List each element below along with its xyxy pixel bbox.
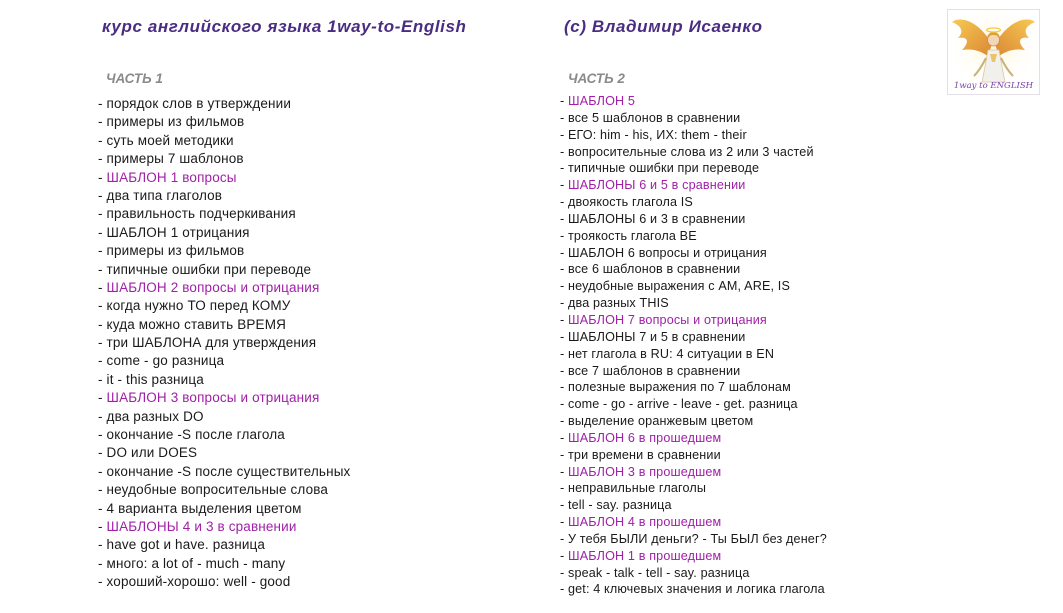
dash-bullet: -: [560, 296, 568, 311]
dash-bullet: -: [98, 555, 107, 571]
dash-bullet: -: [98, 482, 107, 498]
topic-item: [98, 463, 350, 481]
topic-text: все 7 шаблонов в сравнении: [568, 363, 741, 378]
topic-text: неудобные выражения с AM, ARE, IS: [568, 279, 790, 294]
topic-item: [560, 430, 827, 447]
logo: [947, 9, 1040, 95]
topic-text: ШАБЛОН 4 в прошедшем: [568, 515, 722, 530]
topic-item: [560, 177, 827, 194]
topic-text: полезные выражения по 7 шаблонам: [568, 380, 791, 395]
topic-text: окончание -S после глагола: [106, 427, 285, 443]
topic-text: ШАБЛОН 7 вопросы и отрицания: [568, 312, 767, 327]
topic-text: tell - say. разница: [568, 498, 672, 513]
topic-text: come - go разница: [106, 353, 225, 369]
topic-item: [560, 160, 827, 177]
topic-text: У тебя БЫЛИ деньги? - Ты БЫЛ без денег?: [568, 531, 827, 546]
dash-bullet: -: [560, 279, 568, 294]
dash-bullet: -: [560, 363, 568, 378]
topic-text: DO или DOES: [106, 445, 198, 461]
dash-bullet: -: [98, 445, 107, 461]
dash-bullet: -: [560, 531, 568, 546]
dash-bullet: -: [98, 279, 107, 295]
topic-item: [560, 581, 827, 598]
topic-text: двоякость глагола IS: [568, 195, 693, 210]
dash-bullet: -: [560, 329, 568, 344]
topic-item: [98, 518, 350, 536]
topic-item: [560, 379, 827, 396]
topic-item: [98, 444, 350, 462]
dash-bullet: -: [560, 582, 568, 597]
topic-item: [560, 312, 827, 329]
topic-text: come - go - arrive - leave - get. разница: [568, 397, 798, 412]
topic-text: много: a lot of - much - many: [106, 555, 286, 571]
topic-item: [560, 346, 827, 363]
topic-text: три времени в сравнении: [568, 447, 721, 462]
topic-item: [560, 93, 827, 110]
topic-text: примеры из фильмов: [106, 114, 245, 130]
topic-item: [560, 464, 827, 481]
topic-item: [98, 371, 350, 389]
topic-text: ШАБЛОН 6 вопросы и отрицания: [568, 245, 767, 260]
dash-bullet: -: [98, 574, 107, 590]
dash-bullet: -: [98, 114, 107, 130]
dash-bullet: -: [560, 548, 568, 563]
dash-bullet: -: [98, 224, 107, 240]
topic-item: [560, 396, 827, 413]
topic-item: [560, 514, 827, 531]
dash-bullet: -: [98, 353, 107, 369]
topic-item: [560, 245, 827, 262]
topic-text: хороший-хорошо: well - good: [106, 574, 291, 590]
topic-item: [560, 278, 827, 295]
topic-text: когда нужно ТО перед КОМУ: [106, 298, 291, 314]
dash-bullet: -: [98, 518, 107, 534]
topic-item: [98, 481, 350, 499]
topic-item: [98, 205, 350, 223]
dash-bullet: -: [560, 515, 568, 530]
dash-bullet: -: [560, 262, 568, 277]
topic-item: [560, 531, 827, 548]
topic-item: [98, 316, 350, 334]
dash-bullet: -: [98, 96, 107, 111]
topic-text: ШАБЛОН 6 в прошедшем: [568, 430, 722, 445]
dash-bullet: -: [98, 463, 107, 479]
dash-bullet: -: [560, 464, 568, 479]
topic-item: [98, 113, 350, 131]
topic-item: [560, 194, 827, 211]
dash-bullet: -: [98, 261, 107, 277]
topic-text: нет глагола в RU: 4 ситуации в EN: [568, 346, 775, 361]
topic-item: [560, 127, 827, 144]
topic-text: все 6 шаблонов в сравнении: [568, 262, 741, 277]
topic-text: окончание -S после существительных: [106, 463, 351, 479]
topic-text: вопросительные слова из 2 или 3 частей: [568, 144, 814, 159]
topic-item: [560, 144, 827, 161]
topic-item: [560, 413, 827, 430]
topic-text: ШАБЛОНЫ 6 и 5 в сравнении: [568, 178, 746, 193]
topic-text: примеры из фильмов: [106, 243, 245, 259]
topic-item: [98, 500, 350, 518]
dash-bullet: -: [560, 414, 568, 429]
topic-text: выделение оранжевым цветом: [568, 414, 754, 429]
author-credit: (с) Владимир Исаенко: [564, 17, 763, 36]
part-1-section: [98, 70, 350, 592]
dash-bullet: -: [98, 169, 107, 185]
dash-bullet: -: [560, 430, 568, 445]
dash-bullet: -: [560, 211, 568, 226]
topic-text: ШАБЛОНЫ 6 и 3 в сравнении: [568, 211, 746, 226]
dash-bullet: -: [560, 380, 568, 395]
topic-text: ШАБЛОН 3 вопросы и отрицания: [106, 390, 320, 406]
dash-bullet: -: [98, 316, 107, 332]
dash-bullet: -: [560, 481, 568, 496]
topic-text: ШАБЛОН 2 вопросы и отрицания: [106, 279, 320, 295]
topic-item: [98, 408, 350, 426]
part-1-topic-list: [98, 95, 350, 592]
topic-item: [98, 426, 350, 444]
dash-bullet: -: [560, 110, 568, 125]
dash-bullet: -: [98, 537, 107, 553]
topic-item: [560, 447, 827, 464]
topic-item: [560, 363, 827, 380]
topic-text: get: 4 ключевых значения и логика глагола: [568, 582, 825, 597]
topic-item: [98, 389, 350, 407]
topic-text: ШАБЛОН 3 в прошедшем: [568, 464, 722, 479]
topic-text: have got и have. разница: [106, 537, 266, 553]
topic-item: [560, 548, 827, 565]
part-2-section: [560, 70, 827, 598]
dash-bullet: -: [560, 498, 568, 513]
topic-item: [98, 573, 350, 591]
topic-text: два типа глаголов: [106, 187, 223, 203]
topic-item: [560, 329, 827, 346]
topic-item: [560, 295, 827, 312]
dash-bullet: -: [560, 346, 568, 361]
dash-bullet: -: [98, 206, 107, 222]
topic-text: speak - talk - tell - say. разница: [568, 565, 750, 580]
topic-text: ШАБЛОН 1 в прошедшем: [568, 548, 722, 563]
topic-item: [98, 261, 350, 279]
topic-item: [98, 169, 350, 187]
topic-text: все 5 шаблонов в сравнении: [568, 110, 741, 125]
topic-text: куда можно ставить ВРЕМЯ: [106, 316, 287, 332]
dash-bullet: -: [560, 161, 568, 176]
course-title: курс английского языка 1way-to-English: [102, 17, 467, 36]
topic-text: троякость глагола BE: [568, 228, 697, 243]
topic-item: [560, 261, 827, 278]
topic-text: ЕГО: him - his, ИХ: them - their: [568, 127, 747, 142]
topic-text: неудобные вопросительные слова: [106, 482, 329, 498]
dash-bullet: -: [560, 228, 568, 243]
dash-bullet: -: [98, 427, 107, 443]
dash-bullet: -: [98, 408, 107, 424]
dash-bullet: -: [98, 151, 107, 167]
topic-item: [560, 228, 827, 245]
topic-text: два разных DO: [106, 408, 204, 424]
topic-text: три ШАБЛОНА для утверждения: [106, 335, 317, 351]
topic-item: [560, 110, 827, 127]
topic-text: it - this разница: [106, 371, 204, 387]
dash-bullet: -: [98, 243, 107, 259]
topic-text: ШАБЛОНЫ 7 и 5 в сравнении: [568, 329, 746, 344]
dash-bullet: -: [98, 335, 107, 351]
dash-bullet: -: [98, 298, 107, 314]
topic-text: типичные ошибки при переводе: [106, 261, 312, 277]
topic-item: [98, 279, 350, 297]
topic-item: [98, 352, 350, 370]
topic-item: [98, 297, 350, 315]
dash-bullet: -: [560, 245, 568, 260]
dash-bullet: -: [98, 371, 107, 387]
topic-text: суть моей методики: [106, 132, 234, 148]
topic-item: [560, 565, 827, 582]
dash-bullet: -: [560, 312, 568, 327]
dash-bullet: -: [98, 132, 107, 148]
topic-item: [98, 242, 350, 260]
topic-text: ШАБЛОН 1 отрицания: [106, 224, 250, 240]
topic-text: ШАБЛОН 1 вопросы: [106, 169, 237, 185]
dash-bullet: -: [560, 565, 568, 580]
topic-item: [98, 555, 350, 573]
dash-bullet: -: [98, 187, 107, 203]
dash-bullet: -: [560, 195, 568, 210]
part-2-topic-list: [560, 93, 827, 598]
dash-bullet: -: [98, 390, 107, 406]
topic-item: [98, 187, 350, 205]
dash-bullet: -: [98, 500, 107, 516]
topic-text: 4 варианта выделения цветом: [106, 500, 302, 516]
topic-item: [98, 95, 350, 113]
topic-item: [98, 224, 350, 242]
topic-text: типичные ошибки при переводе: [568, 161, 760, 176]
topic-item: [98, 536, 350, 554]
topic-item: [98, 132, 350, 150]
topic-item: [560, 480, 827, 497]
topic-item: [98, 334, 350, 352]
dash-bullet: -: [560, 397, 568, 412]
topic-text: неправильные глаголы: [568, 481, 707, 496]
dash-bullet: -: [560, 94, 568, 108]
dash-bullet: -: [560, 127, 568, 142]
topic-text: правильность подчеркивания: [106, 206, 296, 222]
topic-text: примеры 7 шаблонов: [106, 151, 244, 167]
dash-bullet: -: [560, 178, 568, 193]
topic-text: ШАБЛОН 5: [568, 94, 636, 108]
topic-text: ШАБЛОНЫ 4 и 3 в сравнении: [106, 518, 297, 534]
dash-bullet: -: [560, 144, 568, 159]
topic-text: два разных THIS: [568, 296, 669, 311]
topic-item: [560, 497, 827, 514]
topic-item: [560, 211, 827, 228]
part-1-label: ЧАСТЬ 1: [106, 71, 163, 86]
logo-caption: 1way to ENGLISH: [953, 81, 1034, 91]
topic-item: [98, 150, 350, 168]
dash-bullet: -: [560, 447, 568, 462]
part-2-label: ЧАСТЬ 2: [568, 71, 625, 86]
topic-text: порядок слов в утверждении: [106, 96, 292, 111]
